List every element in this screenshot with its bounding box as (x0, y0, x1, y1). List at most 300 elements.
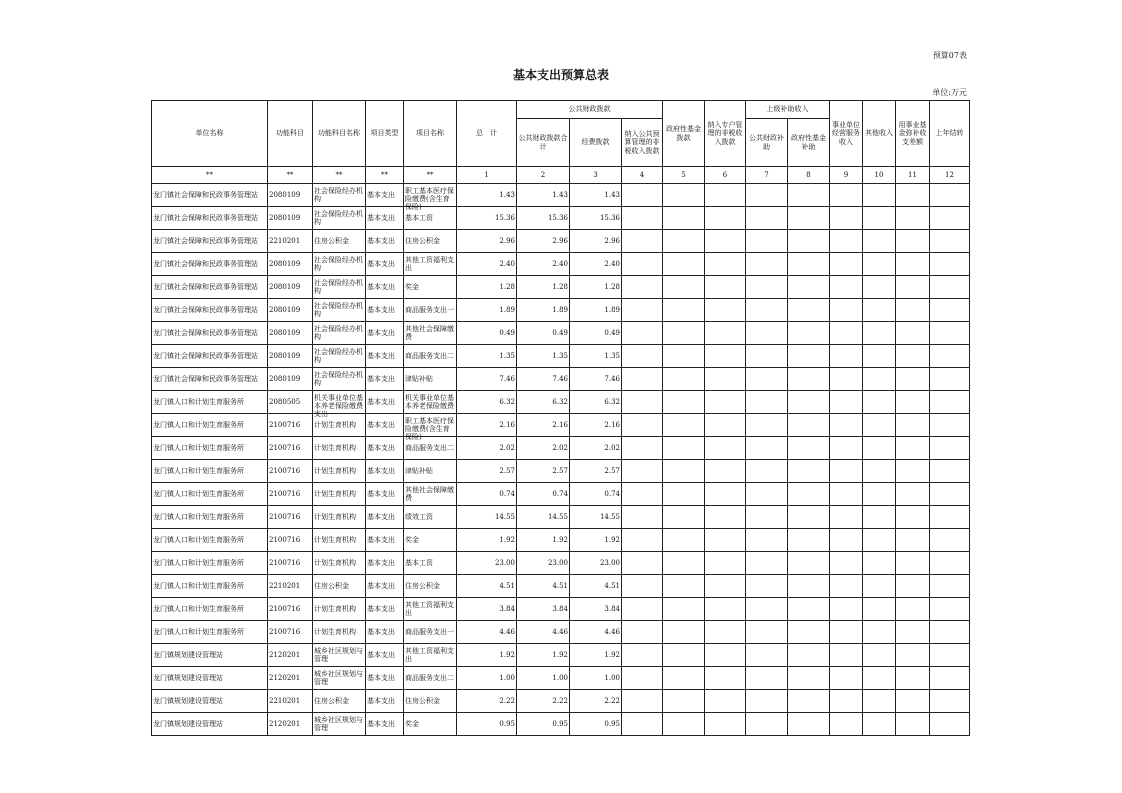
item-type-cell: 基本支出 (366, 253, 404, 276)
operating-cell: 1.35 (570, 345, 622, 368)
other-income-cell (863, 460, 896, 483)
operating-cell: 2.96 (570, 230, 622, 253)
public-finance-total-cell: 6.32 (517, 391, 570, 414)
unit-name-cell: 龙门镇人口和计划生育服务所 (152, 598, 268, 621)
upper-public-cell (746, 460, 788, 483)
business-income-cell (830, 621, 863, 644)
item-type-cell: 基本支出 (366, 483, 404, 506)
func-code-cell: 2120201 (268, 713, 313, 736)
upper-public-cell (746, 713, 788, 736)
total-cell: 14.55 (457, 506, 517, 529)
item-type-cell: 基本支出 (366, 713, 404, 736)
nontax-cell (622, 184, 663, 207)
column-index-cell: 2 (517, 167, 570, 184)
upper-public-cell (746, 437, 788, 460)
column-index-cell: ** (152, 167, 268, 184)
other-income-cell (863, 345, 896, 368)
upper-public-cell (746, 368, 788, 391)
reserve-cell (896, 253, 930, 276)
header-special-nontax: 纳入专户管理的非税收入拨款 (705, 101, 746, 167)
item-type-cell: 基本支出 (366, 276, 404, 299)
public-finance-total-cell: 2.22 (517, 690, 570, 713)
special-nontax-cell (705, 598, 746, 621)
unit-name-cell: 龙门镇人口和计划生育服务所 (152, 391, 268, 414)
func-name-cell (313, 506, 366, 529)
func-name-cell-text: 住房公积金 (314, 581, 349, 590)
reserve-cell (896, 598, 930, 621)
operating-cell: 14.55 (570, 506, 622, 529)
operating-cell: 1.28 (570, 276, 622, 299)
upper-gov-fund-cell (788, 506, 830, 529)
column-index-cell: ** (366, 167, 404, 184)
public-finance-total-cell: 1.35 (517, 345, 570, 368)
item-name-cell-text: 津贴补贴 (405, 466, 433, 475)
item-name-cell-text: 商品服务支出一 (405, 627, 454, 636)
special-nontax-cell (705, 437, 746, 460)
business-income-cell (830, 253, 863, 276)
nontax-cell (622, 460, 663, 483)
column-index-cell: 12 (930, 167, 970, 184)
reserve-cell (896, 207, 930, 230)
func-name-cell (313, 345, 366, 368)
special-nontax-cell (705, 414, 746, 437)
item-name-cell (404, 483, 457, 506)
reserve-cell (896, 575, 930, 598)
other-income-cell (863, 207, 896, 230)
business-income-cell (830, 322, 863, 345)
operating-cell: 0.74 (570, 483, 622, 506)
item-type-cell: 基本支出 (366, 184, 404, 207)
carryover-cell (930, 345, 970, 368)
table-row (152, 276, 970, 299)
total-cell: 6.32 (457, 391, 517, 414)
operating-cell: 0.49 (570, 322, 622, 345)
func-code-cell: 2100716 (268, 506, 313, 529)
reserve-cell (896, 322, 930, 345)
special-nontax-cell (705, 644, 746, 667)
upper-public-cell (746, 391, 788, 414)
item-name-cell-text: 其他工资福利支出 (405, 600, 454, 617)
item-type-cell: 基本支出 (366, 391, 404, 414)
func-name-cell (313, 230, 366, 253)
special-nontax-cell (705, 690, 746, 713)
operating-cell: 2.02 (570, 437, 622, 460)
upper-public-cell (746, 184, 788, 207)
table-row (152, 391, 970, 414)
operating-cell: 1.00 (570, 667, 622, 690)
other-income-cell (863, 253, 896, 276)
table-row (152, 506, 970, 529)
upper-gov-fund-cell (788, 552, 830, 575)
reserve-cell (896, 529, 930, 552)
upper-public-cell (746, 322, 788, 345)
nontax-cell (622, 667, 663, 690)
total-cell: 1.43 (457, 184, 517, 207)
unit-name-cell: 龙门镇社会保障和民政事务管理站 (152, 322, 268, 345)
func-name-cell-text: 城乡社区规划与管理 (314, 715, 363, 732)
column-index-cell: 10 (863, 167, 896, 184)
business-income-cell (830, 276, 863, 299)
special-nontax-cell (705, 253, 746, 276)
func-code-cell: 2100716 (268, 483, 313, 506)
reserve-cell (896, 391, 930, 414)
special-nontax-cell (705, 575, 746, 598)
func-code-cell: 2100716 (268, 529, 313, 552)
carryover-cell (930, 690, 970, 713)
business-income-cell (830, 506, 863, 529)
reserve-cell (896, 437, 930, 460)
public-finance-total-cell: 1.92 (517, 529, 570, 552)
upper-public-cell (746, 529, 788, 552)
upper-gov-fund-cell (788, 299, 830, 322)
column-index-cell: ** (404, 167, 457, 184)
business-income-cell (830, 713, 863, 736)
carryover-cell (930, 207, 970, 230)
func-code-cell: 2080109 (268, 253, 313, 276)
table-row (152, 621, 970, 644)
public-finance-total-cell: 23.00 (517, 552, 570, 575)
nontax-cell (622, 552, 663, 575)
gov-fund-cell (663, 345, 705, 368)
item-name-cell (404, 552, 457, 575)
business-income-cell (830, 575, 863, 598)
other-income-cell (863, 322, 896, 345)
item-name-cell-text: 商品服务支出一 (405, 305, 454, 314)
header-nontax: 纳入公共预算管理的非税收入拨款 (622, 119, 663, 167)
func-code-cell: 2120201 (268, 644, 313, 667)
reserve-cell (896, 483, 930, 506)
other-income-cell (863, 276, 896, 299)
other-income-cell (863, 690, 896, 713)
budget-table (151, 100, 970, 736)
public-finance-total-cell: 1.28 (517, 276, 570, 299)
total-cell: 1.00 (457, 667, 517, 690)
func-name-cell (313, 552, 366, 575)
gov-fund-cell (663, 184, 705, 207)
header-item-type: 项目类型 (366, 101, 404, 167)
special-nontax-cell (705, 391, 746, 414)
operating-cell: 7.46 (570, 368, 622, 391)
special-nontax-cell (705, 460, 746, 483)
special-nontax-cell (705, 667, 746, 690)
func-name-cell (313, 483, 366, 506)
func-name-cell-text: 计划生育机构 (314, 466, 356, 475)
upper-public-cell (746, 506, 788, 529)
column-index-cell: 7 (746, 167, 788, 184)
func-name-cell-text: 计划生育机构 (314, 489, 356, 498)
item-name-cell-text: 商品服务支出二 (405, 443, 454, 452)
reserve-cell (896, 667, 930, 690)
business-income-cell (830, 460, 863, 483)
unit-name-cell: 龙门镇人口和计划生育服务所 (152, 529, 268, 552)
nontax-cell (622, 483, 663, 506)
other-income-cell (863, 391, 896, 414)
gov-fund-cell (663, 276, 705, 299)
item-name-cell (404, 529, 457, 552)
upper-public-cell (746, 690, 788, 713)
item-type-cell: 基本支出 (366, 207, 404, 230)
func-name-cell-text: 计划生育机构 (314, 558, 356, 567)
carryover-cell (930, 529, 970, 552)
upper-public-cell (746, 276, 788, 299)
func-code-cell: 2080109 (268, 276, 313, 299)
special-nontax-cell (705, 529, 746, 552)
reserve-cell (896, 552, 930, 575)
upper-public-cell (746, 230, 788, 253)
column-index-cell: 8 (788, 167, 830, 184)
unit-name-cell: 龙门镇社会保障和民政事务管理站 (152, 253, 268, 276)
total-cell: 0.95 (457, 713, 517, 736)
table-row (152, 552, 970, 575)
func-code-cell: 2080109 (268, 184, 313, 207)
item-name-cell (404, 345, 457, 368)
carryover-cell (930, 414, 970, 437)
carryover-cell (930, 230, 970, 253)
total-cell: 2.02 (457, 437, 517, 460)
upper-public-cell (746, 253, 788, 276)
nontax-cell (622, 713, 663, 736)
nontax-cell (622, 230, 663, 253)
operating-cell: 4.46 (570, 621, 622, 644)
func-code-cell: 2080505 (268, 391, 313, 414)
carryover-cell (930, 644, 970, 667)
gov-fund-cell (663, 690, 705, 713)
func-code-cell: 2100716 (268, 414, 313, 437)
total-cell: 2.16 (457, 414, 517, 437)
column-index-cell: 11 (896, 167, 930, 184)
table-row (152, 460, 970, 483)
func-name-cell (313, 598, 366, 621)
carryover-cell (930, 575, 970, 598)
public-finance-total-cell: 7.46 (517, 368, 570, 391)
gov-fund-cell (663, 713, 705, 736)
func-code-cell: 2100716 (268, 552, 313, 575)
item-type-cell: 基本支出 (366, 368, 404, 391)
func-code-cell: 2100716 (268, 460, 313, 483)
operating-cell: 1.89 (570, 299, 622, 322)
header-upper-public: 公共财政补助 (746, 119, 788, 167)
other-income-cell (863, 598, 896, 621)
public-finance-total-cell: 4.51 (517, 575, 570, 598)
public-finance-total-cell: 1.00 (517, 667, 570, 690)
item-name-cell (404, 322, 457, 345)
special-nontax-cell (705, 230, 746, 253)
item-type-cell: 基本支出 (366, 644, 404, 667)
upper-public-cell (746, 575, 788, 598)
nontax-cell (622, 598, 663, 621)
nontax-cell (622, 276, 663, 299)
header-reserve: 用事业基金弥补收支差额 (896, 101, 930, 167)
reserve-cell (896, 414, 930, 437)
column-index-cell: 6 (705, 167, 746, 184)
total-cell: 1.92 (457, 529, 517, 552)
func-name-cell (313, 667, 366, 690)
item-name-cell (404, 299, 457, 322)
upper-gov-fund-cell (788, 529, 830, 552)
item-type-cell: 基本支出 (366, 437, 404, 460)
public-finance-total-cell: 1.92 (517, 644, 570, 667)
carryover-cell (930, 552, 970, 575)
business-income-cell (830, 598, 863, 621)
business-income-cell (830, 667, 863, 690)
gov-fund-cell (663, 575, 705, 598)
item-name-cell (404, 184, 457, 211)
func-code-cell: 2210201 (268, 575, 313, 598)
business-income-cell (830, 529, 863, 552)
upper-gov-fund-cell (788, 437, 830, 460)
upper-public-cell (746, 483, 788, 506)
item-name-cell (404, 598, 457, 621)
reserve-cell (896, 644, 930, 667)
total-cell: 1.89 (457, 299, 517, 322)
upper-gov-fund-cell (788, 690, 830, 713)
reserve-cell (896, 276, 930, 299)
nontax-cell (622, 437, 663, 460)
func-name-cell (313, 460, 366, 483)
gov-fund-cell (663, 529, 705, 552)
upper-gov-fund-cell (788, 644, 830, 667)
func-name-cell-text: 计划生育机构 (314, 535, 356, 544)
nontax-cell (622, 621, 663, 644)
carryover-cell (930, 253, 970, 276)
item-name-cell-text: 基本工资 (405, 558, 433, 567)
public-finance-total-cell: 14.55 (517, 506, 570, 529)
business-income-cell (830, 644, 863, 667)
total-cell: 4.51 (457, 575, 517, 598)
total-cell: 2.22 (457, 690, 517, 713)
item-name-cell-text: 职工基本医疗保险缴费(含生育保险) (405, 186, 454, 211)
nontax-cell (622, 207, 663, 230)
upper-gov-fund-cell (788, 368, 830, 391)
header-operating: 经费拨款 (570, 119, 622, 167)
header-total: 总 计 (457, 101, 517, 167)
unit-name-cell: 龙门镇人口和计划生育服务所 (152, 483, 268, 506)
item-type-cell: 基本支出 (366, 506, 404, 529)
special-nontax-cell (705, 506, 746, 529)
other-income-cell (863, 414, 896, 437)
other-income-cell (863, 552, 896, 575)
func-name-cell (313, 276, 366, 299)
gov-fund-cell (663, 644, 705, 667)
func-name-cell-text: 计划生育机构 (314, 512, 356, 521)
func-name-cell-text: 计划生育机构 (314, 443, 356, 452)
business-income-cell (830, 414, 863, 437)
operating-cell: 1.92 (570, 529, 622, 552)
nontax-cell (622, 506, 663, 529)
func-name-cell-text: 社会保险经办机构 (314, 324, 363, 341)
item-name-cell-text: 其他社会保障缴费 (405, 485, 454, 502)
reserve-cell (896, 690, 930, 713)
gov-fund-cell (663, 322, 705, 345)
reserve-cell (896, 713, 930, 736)
table-row (152, 184, 970, 207)
upper-gov-fund-cell (788, 345, 830, 368)
column-index-row (152, 167, 970, 184)
table-row (152, 529, 970, 552)
func-name-cell (313, 437, 366, 460)
total-cell: 4.46 (457, 621, 517, 644)
unit-name-cell: 龙门镇人口和计划生育服务所 (152, 460, 268, 483)
nontax-cell (622, 345, 663, 368)
gov-fund-cell (663, 207, 705, 230)
business-income-cell (830, 483, 863, 506)
carryover-cell (930, 184, 970, 207)
total-cell: 0.74 (457, 483, 517, 506)
total-cell: 1.92 (457, 644, 517, 667)
operating-cell: 2.57 (570, 460, 622, 483)
public-finance-total-cell: 2.96 (517, 230, 570, 253)
carryover-cell (930, 598, 970, 621)
func-name-cell (313, 207, 366, 230)
special-nontax-cell (705, 322, 746, 345)
gov-fund-cell (663, 621, 705, 644)
func-name-cell (313, 713, 366, 736)
func-code-cell: 2100716 (268, 437, 313, 460)
total-cell: 2.96 (457, 230, 517, 253)
business-income-cell (830, 437, 863, 460)
operating-cell: 1.92 (570, 644, 622, 667)
upper-gov-fund-cell (788, 276, 830, 299)
func-code-cell: 2080109 (268, 322, 313, 345)
item-type-cell: 基本支出 (366, 460, 404, 483)
gov-fund-cell (663, 391, 705, 414)
reserve-cell (896, 299, 930, 322)
item-name-cell-text: 津贴补贴 (405, 374, 433, 383)
func-code-cell: 2120201 (268, 667, 313, 690)
unit-label: 单位:万元 (932, 88, 967, 97)
other-income-cell (863, 299, 896, 322)
func-code-cell: 2080109 (268, 368, 313, 391)
column-index-cell: ** (268, 167, 313, 184)
func-name-cell (313, 644, 366, 667)
item-name-cell (404, 713, 457, 736)
upper-gov-fund-cell (788, 391, 830, 414)
reserve-cell (896, 230, 930, 253)
upper-public-cell (746, 414, 788, 437)
unit-name-cell: 龙门镇规划建设管理站 (152, 690, 268, 713)
unit-name-cell: 龙门镇社会保障和民政事务管理站 (152, 276, 268, 299)
special-nontax-cell (705, 207, 746, 230)
upper-gov-fund-cell (788, 207, 830, 230)
item-name-cell-text: 住房公积金 (405, 236, 440, 245)
column-index-cell: 3 (570, 167, 622, 184)
func-code-cell: 2210201 (268, 690, 313, 713)
table-row (152, 368, 970, 391)
item-name-cell (404, 667, 457, 690)
unit-name-cell: 龙门镇人口和计划生育服务所 (152, 621, 268, 644)
gov-fund-cell (663, 368, 705, 391)
upper-gov-fund-cell (788, 713, 830, 736)
upper-gov-fund-cell (788, 322, 830, 345)
upper-gov-fund-cell (788, 460, 830, 483)
operating-cell: 2.22 (570, 690, 622, 713)
func-name-cell-text: 城乡社区规划与管理 (314, 646, 363, 663)
func-name-cell-text: 计划生育机构 (314, 420, 356, 429)
item-name-cell-text: 奖金 (405, 719, 419, 728)
item-name-cell-text: 其他工资福利支出 (405, 646, 454, 663)
carryover-cell (930, 460, 970, 483)
item-name-cell-text: 住房公积金 (405, 696, 440, 705)
column-index-cell: ** (313, 167, 366, 184)
nontax-cell (622, 391, 663, 414)
upper-gov-fund-cell (788, 184, 830, 207)
reserve-cell (896, 506, 930, 529)
operating-cell: 3.84 (570, 598, 622, 621)
item-type-cell: 基本支出 (366, 552, 404, 575)
column-index-cell: 4 (622, 167, 663, 184)
business-income-cell (830, 391, 863, 414)
public-finance-total-cell: 0.95 (517, 713, 570, 736)
